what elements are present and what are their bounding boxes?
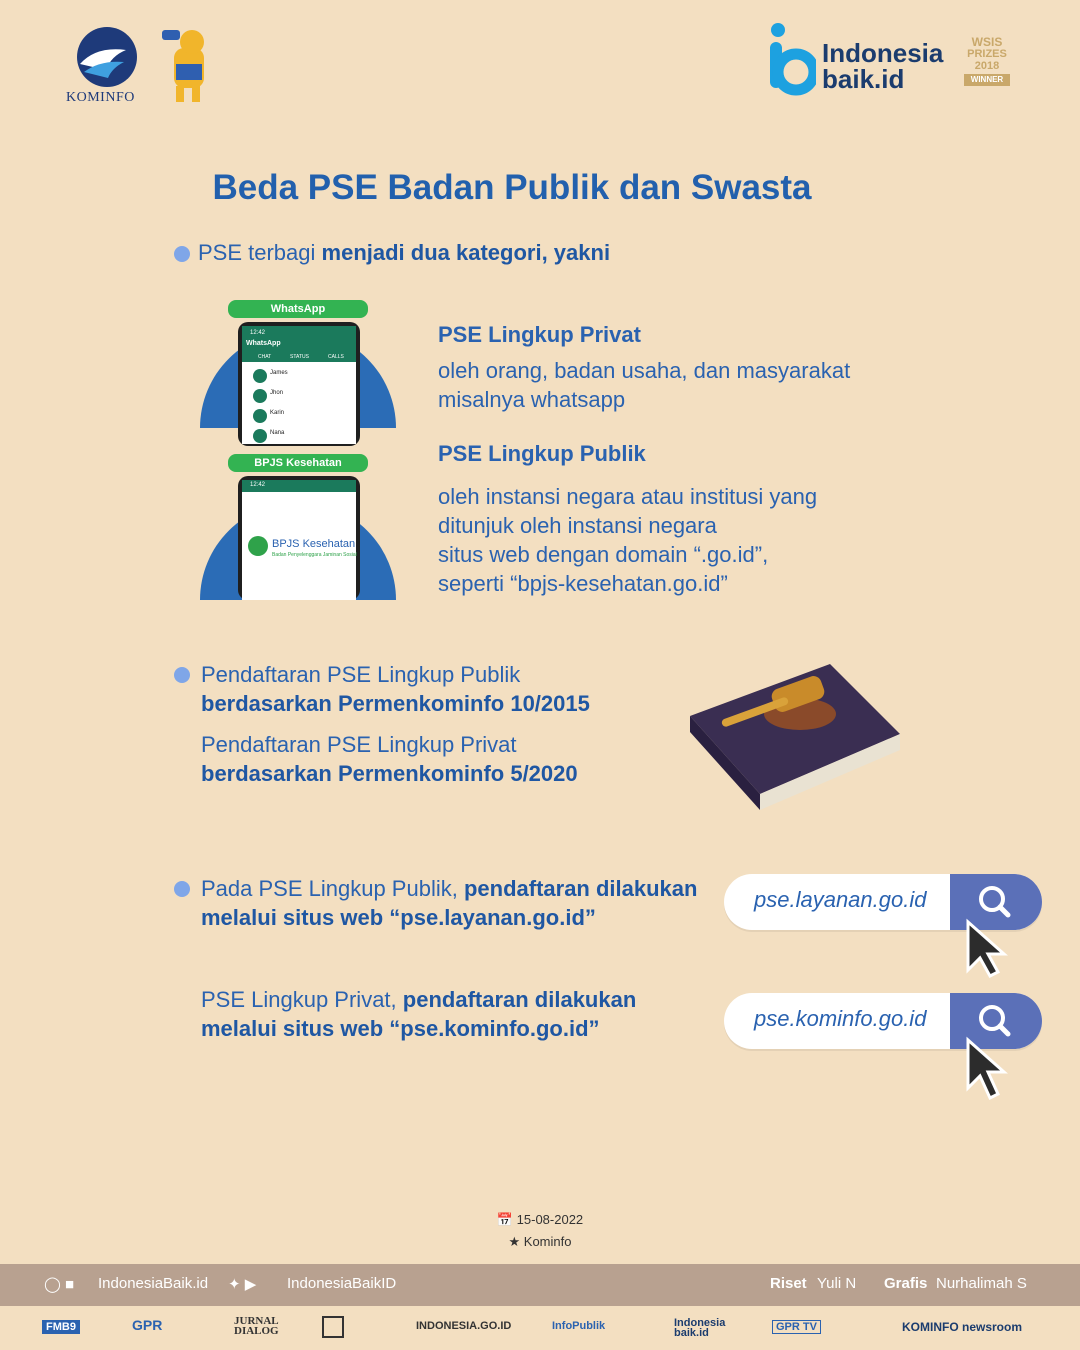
social-bar [0,1264,1080,1306]
whatsapp-pill: WhatsApp [228,300,368,318]
publik-desc: oleh instansi negara atau institusi yang ditunjuk oleh instansi negara situs web dengan domain “.go.id”, seperti “bpjs-kesehatan.go.id” [438,484,818,596]
riset-name: Yuli N [817,1275,857,1292]
kominfo-label: KOMINFO [66,90,135,105]
privat-heading: PSE Lingkup Privat [438,322,641,347]
pendaftaran-privat: PSE Lingkup Privat, pendaftaran dilakukan melalui situs web “pse.kominfo.go.id” [201,987,637,1041]
date-line: 📅 15-08-2022 [496,1212,584,1227]
phones-illustration [198,296,398,600]
wa-app-title: WhatsApp [246,340,281,347]
source-line: ★ Kominfo [508,1234,572,1249]
wsis-badge: WSIS PRIZES 2018 WINNER [950,36,1024,102]
page-title: Beda PSE Badan Publik dan Swasta [212,168,812,207]
bpjs-sub: Badan Penyelenggara Jaminan Sosial [272,552,357,558]
logo-gpr-tv[interactable]: GPR TV [772,1320,821,1334]
logo-indonesia-baik[interactable]: Indonesia baik.id [674,1317,726,1339]
law-book-gavel-icon [680,624,910,834]
privat-desc: oleh orang, badan usaha, dan masyarakat misalnya whatsapp [438,358,851,412]
regulasi-publik: Pendaftaran PSE Lingkup Publik berdasarkan Permenkominfo 10/2015 [201,662,590,716]
cursor-icon [962,1036,1012,1104]
logo-fmb9[interactable]: FMB9 [42,1320,80,1334]
social-handle-1[interactable]: IndonesiaBaik.id [98,1275,209,1292]
logo-jurnal-dialog[interactable]: JURNAL DIALOG [234,1315,279,1337]
wa-contact: James [270,370,288,376]
indonesia-baik-wordmark: Indonesia baik.id [822,38,944,94]
bullet-icon [174,667,190,683]
pendaftaran-publik: Pada PSE Lingkup Publik, pendaftaran dilakukan melalui situs web “pse.layanan.go.id” [201,876,698,930]
grafis-name: Nurhalimah S [936,1275,1027,1292]
publik-heading: PSE Lingkup Publik [438,441,646,466]
search-input[interactable]: pse.layanan.go.id [754,887,927,912]
calendar-icon: 📅 [496,1212,514,1227]
grafis-label: Grafis [884,1275,928,1292]
bpjs-pill: BPJS Kesehatan [228,454,368,472]
social-handle-2[interactable]: IndonesiaBaikID [287,1275,397,1292]
intro-text: PSE terbagi menjadi dua kategori, yakni [198,240,611,265]
logo-kominfo-newsroom[interactable]: KOMINFO newsroom [902,1320,1023,1334]
bpjs-time: 12:42 [250,482,266,488]
cursor-icon [962,918,1012,980]
logo-infopublik[interactable]: InfoPublik [552,1320,606,1332]
bullet-icon [174,246,190,262]
wa-tab-status: STATUS [290,354,309,360]
wa-contact: Jhon [270,390,284,396]
partner-logos [0,1306,1080,1350]
twitter-youtube-icons: ✦ ▶ [228,1276,257,1293]
wa-tab-chat: CHAT [258,354,272,360]
logo-gpr[interactable]: GPR [132,1317,163,1333]
wa-tab-calls: CALLS [328,354,344,360]
pin-icon: ★ [508,1234,521,1249]
logo-indonesia-go-id[interactable]: INDONESIA.GO.ID [416,1320,512,1332]
regulasi-privat: Pendaftaran PSE Lingkup Privat berdasarkan Permenkominfo 5/2020 [201,732,578,786]
mascot-icon [158,26,218,106]
riset-label: Riset [770,1275,807,1292]
bpjs-name: BPJS Kesehatan [272,538,356,550]
wa-contact: Nana [270,430,285,436]
instagram-facebook-icons: ◯ ■ [44,1276,75,1293]
wa-contact: Karin [270,410,285,416]
kominfo-logo-icon [66,26,148,88]
indonesia-baik-logo-icon [766,20,816,96]
logo-emblem-icon[interactable] [322,1316,344,1338]
wa-time: 12:42 [250,330,266,336]
search-input[interactable]: pse.kominfo.go.id [754,1006,927,1031]
bullet-icon [174,881,190,897]
